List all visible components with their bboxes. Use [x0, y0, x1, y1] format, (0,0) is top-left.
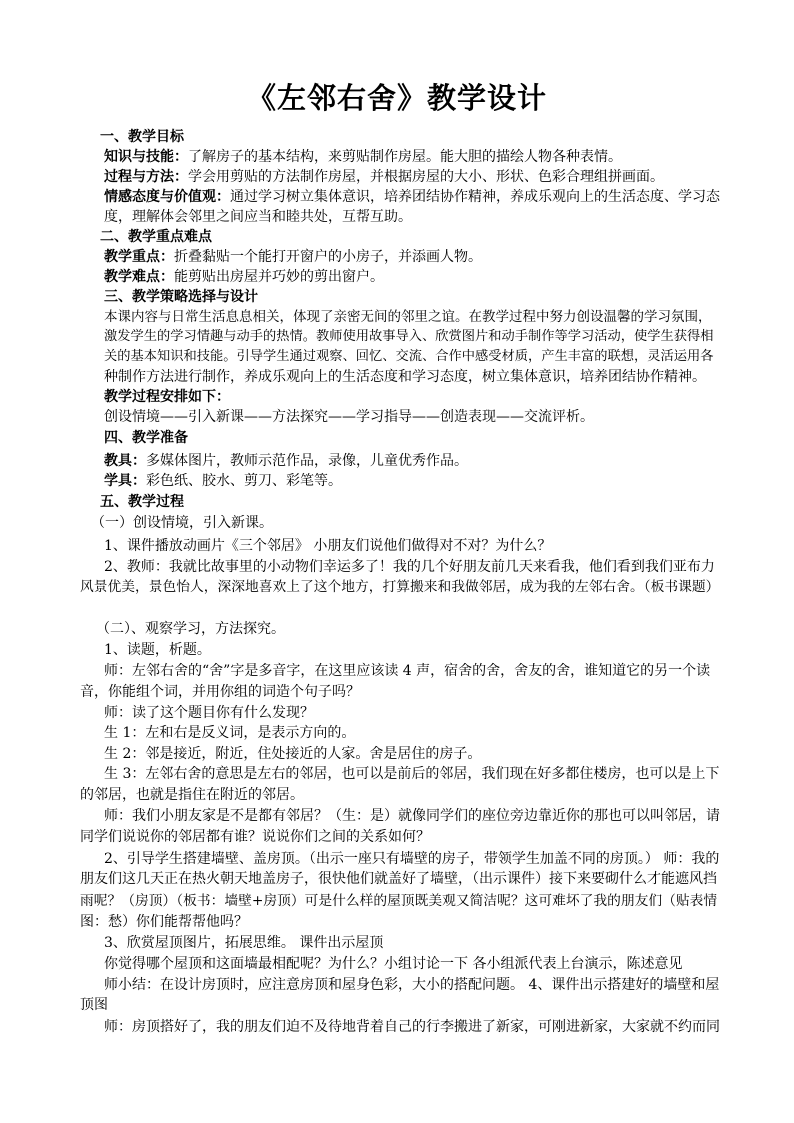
- text-line: [104, 247, 720, 267]
- text-line: [104, 428, 720, 448]
- line-text: 师：房顶搭好了，我的朋友们迫不及待地背着自己的行李搬进了新家，可刚进新家，大家就不约而同: [104, 1019, 720, 1035]
- section-heading: 二、教学重点难点: [100, 229, 212, 245]
- text-line: [80, 891, 720, 911]
- text-line: [104, 744, 720, 764]
- line-text: 生 2：邻是接近，附近，住处接近的人家。舍是居住的房子。: [104, 746, 482, 762]
- line-text: 师：读了这个题目你有什么发现？: [104, 705, 314, 721]
- text-line: [104, 764, 720, 784]
- line-text: 风景优美，景色怡人，深深地喜欢上了这个地方，打算搬来和我做邻居，成为我的左邻右舍。（板书课题）: [80, 579, 720, 595]
- line-text: 图：愁）你们能帮帮他吗？: [80, 914, 248, 930]
- line-text: 生 3：左邻右舍的意思是左右的邻居，也可以是前后的邻居，我们现在好多都住楼房，也可以是上下: [104, 766, 720, 782]
- line-text: 你觉得哪个屋顶和这面墙最相配呢？为什么？小组讨论一下 各小组派代表上台演示，陈述意见: [104, 956, 683, 972]
- text-line: [80, 912, 720, 932]
- text-line: [91, 513, 720, 533]
- line-text: 朋友们这几天正在热火朝天地盖房子，很快他们就盖好了墙壁，（出示课件）接下来要砌什么才能遮风挡: [80, 871, 717, 887]
- text-line: [104, 557, 720, 577]
- line-text: 音，你能组个词，并用你组的词造个句子吗？: [80, 684, 360, 700]
- text-line: [104, 267, 720, 287]
- line-text: 本课内容与日常生活息息相关，体现了亲密无间的邻里之谊。在教学过程中努力创设温馨的学习氛围，: [104, 309, 712, 325]
- text-line: [100, 227, 720, 247]
- text-line: [104, 307, 720, 327]
- text-line: [80, 869, 720, 889]
- line-text: 创设情境——引入新课——方法探究——学习指导——创造表现——交流评析。: [104, 409, 594, 425]
- line-text: 彩色纸、胶水、剪刀、彩笔等。: [146, 473, 342, 489]
- field-label: 学具：: [104, 473, 146, 489]
- section-heading: 五、教学过程: [100, 494, 184, 510]
- line-text: 的邻居，也就是指住在附近的邻居。: [80, 787, 304, 803]
- line-text: 2、教师：我就比故事里的小动物们幸运多了！我的几个好朋友前几天来看我，他们看到我们亚布力: [104, 559, 715, 575]
- text-line: [104, 975, 720, 995]
- line-text: （一）创设情境，引入新课。: [91, 515, 273, 531]
- text-line: [104, 207, 720, 227]
- text-line: [96, 619, 720, 639]
- text-line: [104, 723, 720, 743]
- line-text: 生 1：左和右是反义词，是表示方向的。: [104, 725, 356, 741]
- text-line: [104, 167, 720, 187]
- text-line: [104, 1017, 720, 1037]
- line-text: 1、读题，析题。: [104, 642, 211, 658]
- text-line: [80, 785, 720, 805]
- section-heading: 教学过程安排如下：: [104, 389, 230, 405]
- text-line: [104, 347, 720, 367]
- text-line: [104, 327, 720, 347]
- section-heading: 四、教学准备: [104, 430, 188, 446]
- document-title: 《左邻右舍》教学设计: [246, 81, 547, 115]
- field-label: 知识与技能：: [104, 149, 188, 165]
- line-text: 度，理解体会邻里之间应当和睦共处，互帮互助。: [104, 209, 412, 225]
- section-heading: 三、教学策略选择与设计: [104, 289, 258, 305]
- text-line: [104, 287, 720, 307]
- line-text: 种制作方法进行制作，养成乐观向上的生活态度和学习态度，树立集体意识，培养团结协作精神。: [104, 369, 706, 385]
- text-line: [104, 954, 720, 974]
- text-line: [104, 367, 720, 387]
- text-line: [80, 827, 720, 847]
- text-line: [104, 849, 720, 869]
- text-line: [104, 187, 720, 207]
- text-line: [104, 451, 720, 471]
- text-line: [104, 806, 720, 826]
- field-label: 情感态度与价值观：: [104, 189, 230, 205]
- line-text: 3、欣赏屋顶图片，拓展思维。 课件出示屋顶: [104, 935, 384, 951]
- line-text: 了解房子的基本结构，来剪贴制作房屋。能大胆的描绘人物各种表情。: [188, 149, 622, 165]
- text-line: [104, 147, 720, 167]
- section-heading: 一、教学目标: [100, 129, 184, 145]
- line-text: 师小结：在设计房顶时，应注意房顶和屋身色彩，大小的搭配问题。 4、课件出示搭建好的墙壁和屋: [104, 977, 720, 993]
- text-line: [104, 536, 720, 556]
- text-line: [100, 492, 720, 512]
- text-line: [104, 640, 720, 660]
- text-line: [100, 127, 720, 147]
- text-line: [80, 995, 720, 1015]
- text-line: [104, 471, 720, 491]
- line-text: 激发学生的学习情趣与动手的热情。教师使用故事导入、欣赏图片和动手制作等学习活动，使学生获得相: [104, 329, 714, 344]
- text-line: [104, 933, 720, 953]
- line-text: 师：左邻右舍的“舍”字是多音字，在这里应该读 4 声，宿舍的舍，舍友的舍，谁知道它的另一个读: [104, 663, 711, 679]
- line-text: 师：我们小朋友家是不是都有邻居？（生：是）就像同学们的座位旁边靠近你的那也可以叫邻居，请: [104, 808, 720, 824]
- line-text: （二）、观察学习，方法探究。: [96, 621, 285, 637]
- line-text: 关的基本知识和技能。引导学生通过观察、回忆、交流、合作中感受材质，产生丰富的联想，灵活运用各: [104, 349, 714, 364]
- text-line: [80, 577, 720, 597]
- line-text: 折叠黏贴一个能打开窗户的小房子，并添画人物。: [174, 249, 482, 265]
- line-text: 顶图: [80, 997, 108, 1013]
- text-line: [80, 682, 720, 702]
- text-line: [104, 661, 720, 681]
- line-text: 学会用剪贴的方法制作房屋，并根据房屋的大小、形状、色彩合理组拼画面。: [188, 169, 664, 185]
- field-label: 教学难点：: [104, 269, 174, 285]
- line-text: 2、引导学生搭建墙壁、盖房顶。（出示一座只有墙壁的房子，带领学生加盖不同的房顶。） 师：我的: [104, 851, 720, 867]
- text-line: [104, 407, 720, 427]
- text-line: [104, 703, 720, 723]
- text-line: [104, 387, 720, 407]
- field-label: 教具：: [104, 453, 146, 469]
- line-text: 多媒体图片，教师示范作品，录像，儿童优秀作品。: [146, 453, 468, 469]
- line-text: 1、课件播放动画片《三个邻居》 小朋友们说他们做得对不对？为什么？: [104, 538, 552, 554]
- line-text: 同学们说说你的邻居都有谁？说说你们之间的关系如何？: [80, 829, 430, 845]
- field-label: 教学重点：: [104, 249, 174, 265]
- line-text: 通过学习树立集体意识，培养团结协作精神，养成乐观向上的生活态度、学习态: [230, 189, 720, 205]
- line-text: 能剪贴出房屋并巧妙的剪出窗户。: [174, 269, 384, 285]
- field-label: 过程与方法：: [104, 169, 188, 185]
- line-text: 雨呢？（房顶）（板书：墙壁+房顶）可是什么样的屋顶既美观又简洁呢？这可难坏了我的朋友们（贴表情: [80, 893, 718, 909]
